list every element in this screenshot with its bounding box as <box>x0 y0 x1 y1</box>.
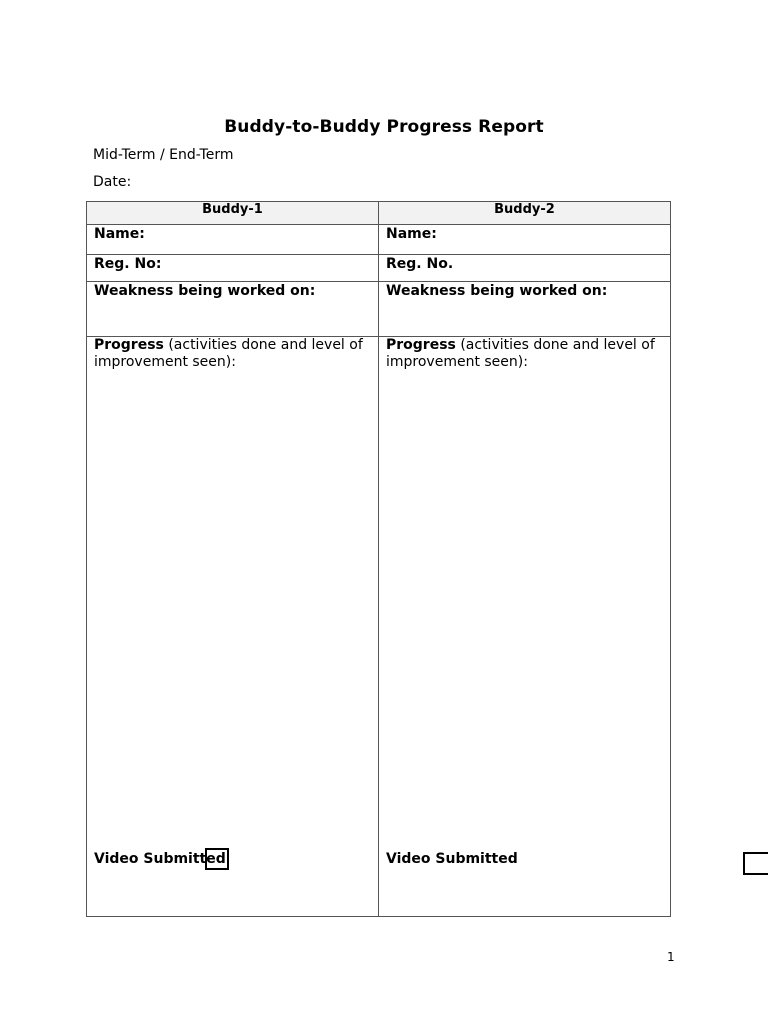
buddy-2-progress-hint: (activities done and level of improvement seen): <box>386 337 655 370</box>
column-header-buddy-2: Buddy-2 <box>379 202 671 225</box>
buddy-1-reg-label: Reg. No: <box>94 256 162 272</box>
buddy-2-weakness-label: Weakness being worked on: <box>386 283 608 299</box>
table-header-row <box>87 202 671 225</box>
table-row <box>87 337 671 917</box>
buddy-1-reg-cell[interactable] <box>87 255 379 282</box>
buddy-1-name-label: Name: <box>94 226 145 242</box>
table-row <box>87 225 671 255</box>
buddy-2-name-label: Name: <box>386 226 437 242</box>
buddy-1-progress-title: Progress <box>94 337 164 353</box>
buddy-2-reg-cell[interactable] <box>379 255 671 282</box>
term-line: Mid-Term / End-Term <box>93 147 234 163</box>
buddy-2-weakness-cell[interactable] <box>379 282 671 337</box>
column-header-buddy-1: Buddy-1 <box>87 202 379 225</box>
buddy-2-progress-label <box>379 337 670 371</box>
table-row <box>87 282 671 337</box>
buddy-2-progress-title: Progress <box>386 337 456 353</box>
buddy-1-weakness-label: Weakness being worked on: <box>94 283 316 299</box>
buddy-2-video-label: Video Submitted <box>386 851 518 867</box>
buddy-1-progress-hint: (activities done and level of improvement seen): <box>94 337 363 370</box>
buddy-1-video-checkbox[interactable] <box>205 848 229 870</box>
buddy-1-weakness-cell[interactable] <box>87 282 379 337</box>
buddy-1-video-label: Video Submitted <box>94 851 226 867</box>
page-number: 1 <box>667 950 675 964</box>
buddy-2-name-cell[interactable] <box>379 225 671 255</box>
buddy-1-progress-label <box>87 337 378 371</box>
buddy-1-progress-cell[interactable] <box>87 337 379 917</box>
progress-report-table <box>86 201 671 917</box>
buddy-2-video-checkbox[interactable] <box>743 852 768 875</box>
buddy-2-reg-label: Reg. No. <box>386 256 454 272</box>
page-title: Buddy-to-Buddy Progress Report <box>224 117 544 137</box>
buddy-2-progress-cell[interactable] <box>379 337 671 917</box>
table-row <box>87 255 671 282</box>
date-label: Date: <box>93 174 132 190</box>
buddy-1-name-cell[interactable] <box>87 225 379 255</box>
